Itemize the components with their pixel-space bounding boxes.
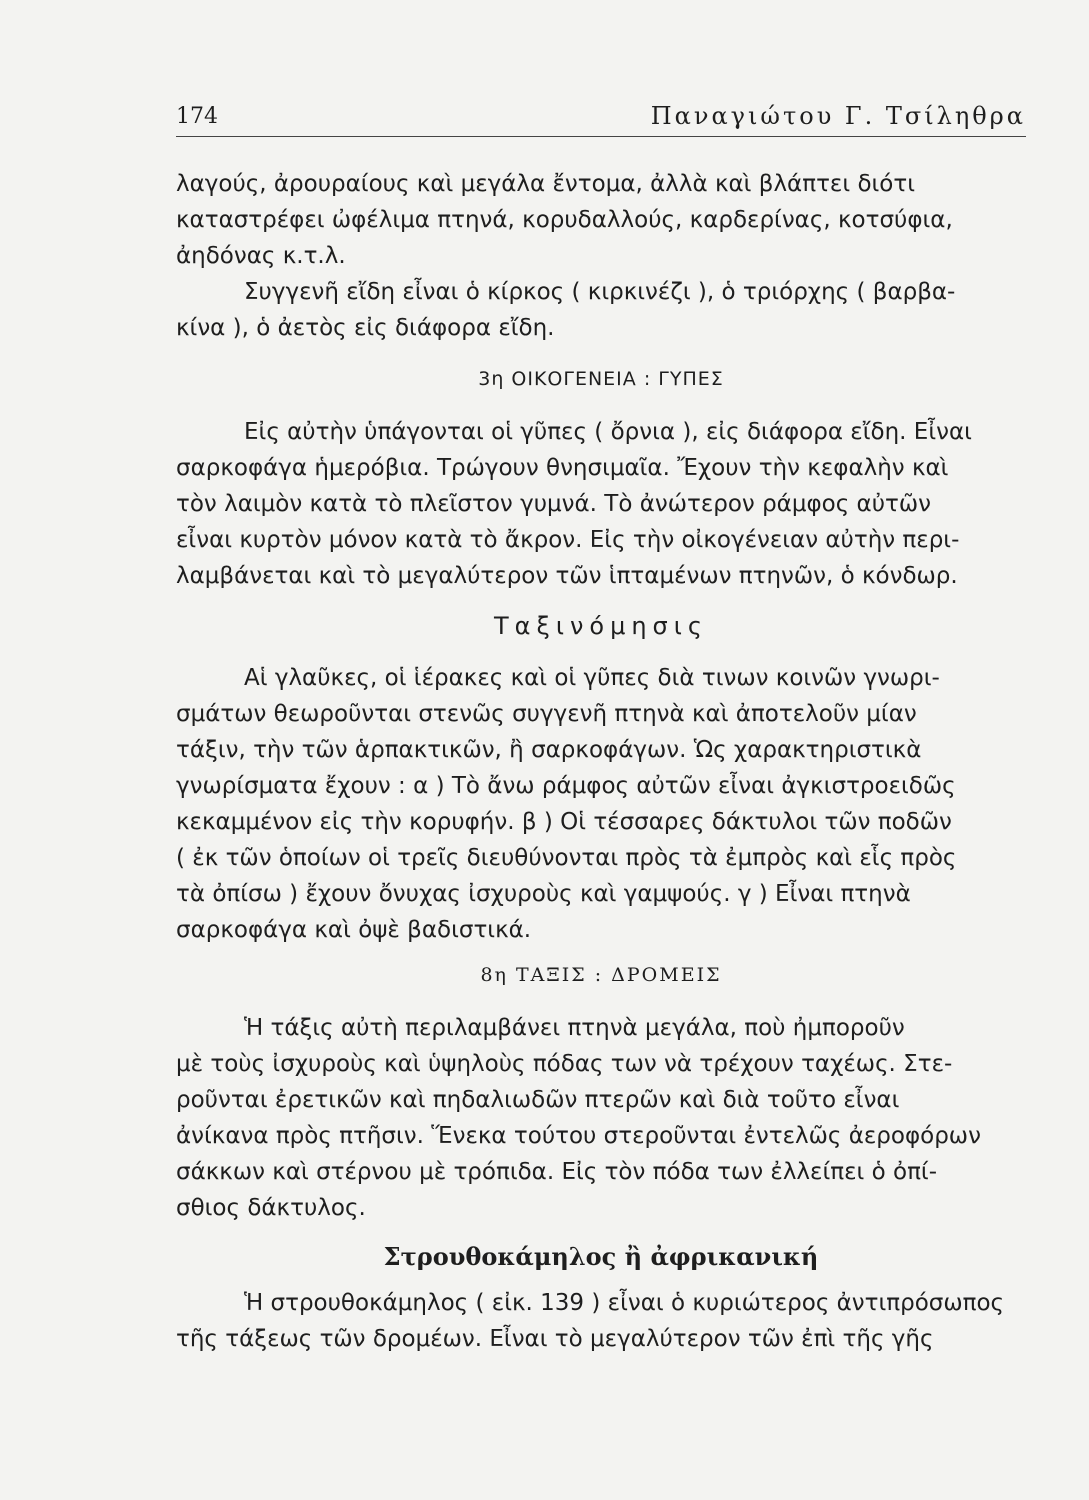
- page-body: [176, 166, 1026, 1357]
- text-line: Εἰς αὐτὴν ὑπάγονται οἱ γῦπες ( ὄρνια ), εἰς διάφορα εἴδη. Εἶναι: [244, 419, 972, 445]
- text-line: σθιος δάκτυλος.: [176, 1195, 366, 1221]
- paragraph-5: [176, 1010, 1026, 1226]
- paragraph-1: [176, 166, 1026, 274]
- text-line: καταστρέφει ὠφέλιμα πτηνά, κορυδαλλούς, καρδερίνας, κοτσύφια,: [176, 207, 953, 233]
- text-line: εἶναι κυρτὸν μόνον κατὰ τὸ ἄκρον. Εἰς τὴν οἰκογένειαν αὐτὴν περι-: [176, 527, 960, 553]
- text-line: τὸν λαιμὸν κατὰ τὸ πλεῖστον γυμνά. Τὸ ἀνώτερον ράμφος αὐτῶν: [176, 491, 931, 517]
- paragraph-6: [176, 1285, 1026, 1357]
- text-line: τάξιν, τὴν τῶν ἁρπακτικῶν, ἢ σαρκοφάγων. Ὡς χαρακτηριστικὰ: [176, 737, 922, 763]
- text-line: Αἱ γλαῦκες, οἱ ἱέρακες καὶ οἱ γῦπες διὰ τινων κοινῶν γνωρι-: [244, 665, 940, 691]
- text-line: γνωρίσματα ἔχουν : α ) Τὸ ἄνω ράμφος αὐτῶν εἶναι ἀγκιστροειδῶς: [176, 773, 956, 799]
- running-head: Παναγιώτου Γ. Τσίληθρα: [650, 102, 1026, 130]
- text-line: τὰ ὀπίσω ) ἔχουν ὄνυχας ἰσχυροὺς καὶ γαμψούς. γ ) Εἶναι πτηνὰ: [176, 881, 911, 907]
- text-line: λαμβάνεται καὶ τὸ μεγαλύτερον τῶν ἱπταμένων πτηνῶν, ὁ κόνδωρ.: [176, 563, 958, 589]
- text-line: ροῦνται ἐρετικῶν καὶ πηδαλιωδῶν πτερῶν καὶ διὰ τοῦτο εἶναι: [176, 1087, 900, 1113]
- text-line: σαρκοφάγα ἡμερόβια. Τρώγουν θνησιμαῖα. Ἔχουν τὴν κεφαλὴν καὶ: [176, 455, 949, 481]
- text-line: κεκαμμένον εἰς τὴν κορυφήν. β ) Οἱ τέσσαρες δάκτυλοι τῶν ποδῶν: [176, 809, 952, 835]
- text-line: μὲ τοὺς ἰσχυροὺς καὶ ὑψηλοὺς πόδας των νὰ τρέχουν ταχέως. Στε-: [176, 1051, 953, 1077]
- text-line: Ἡ τάξις αὐτὴ περιλαμβάνει πτηνὰ μεγάλα, ποὺ ἠμποροῦν: [244, 1015, 905, 1041]
- text-line: Ἡ στρουθοκάμηλος ( εἰκ. 139 ) εἶναι ὁ κυριώτερος ἀντιπρόσωπος: [244, 1290, 1005, 1316]
- text-line: κίνα ), ὁ ἀετὸς εἰς διάφορα εἴδη.: [176, 315, 555, 341]
- paragraph-4: [176, 660, 1026, 948]
- page-header: [176, 100, 1026, 137]
- paragraph-3: [176, 414, 1026, 594]
- text-line: Συγγενῆ εἴδη εἶναι ὁ κίρκος ( κιρκινέζι ), ὁ τριόρχης ( βαρβα-: [244, 279, 956, 305]
- text-line: λαγούς, ἀρουραίους καὶ μεγάλα ἔντομα, ἀλλὰ καὶ βλάπτει διότι: [176, 171, 915, 197]
- text-line: ( ἐκ τῶν ὁποίων οἱ τρεῖς διευθύνονται πρὸς τὰ ἐμπρὸς καὶ εἷς πρὸς: [176, 845, 957, 871]
- paragraph-2: [176, 274, 1026, 346]
- text-line: ἀηδόνας κ.τ.λ.: [176, 243, 346, 269]
- subheading-ostrich: Στρουθοκάμηλος ἢ ἀφρικανική: [383, 1242, 819, 1271]
- page-number: 174: [176, 104, 218, 129]
- taxonomy-heading: Ταξινόμησις: [494, 612, 708, 640]
- family-heading: 3η ΟΙΚΟΓΕΝΕΙΑ : ΓΥΠΕΣ: [478, 368, 724, 390]
- text-line: σάκκων καὶ στέρνου μὲ τρόπιδα. Εἰς τὸν πόδα των ἐλλείπει ὁ ὀπί-: [176, 1159, 938, 1185]
- text-line: σμάτων θεωροῦνται στενῶς συγγενῆ πτηνὰ καὶ ἀποτελοῦν μίαν: [176, 701, 917, 727]
- text-line: ἀνίκανα πρὸς πτῆσιν. Ἕνεκα τούτου στεροῦνται ἐντελῶς ἀεροφόρων: [176, 1123, 981, 1149]
- text-line: τῆς τάξεως τῶν δρομέων. Εἶναι τὸ μεγαλύτερον τῶν ἐπὶ τῆς γῆς: [176, 1326, 934, 1352]
- order-heading: 8η ΤΑΞΙΣ : ΔΡΟΜΕΙΣ: [480, 964, 722, 986]
- text-line: σαρκοφάγα καὶ ὀψὲ βαδιστικά.: [176, 917, 532, 943]
